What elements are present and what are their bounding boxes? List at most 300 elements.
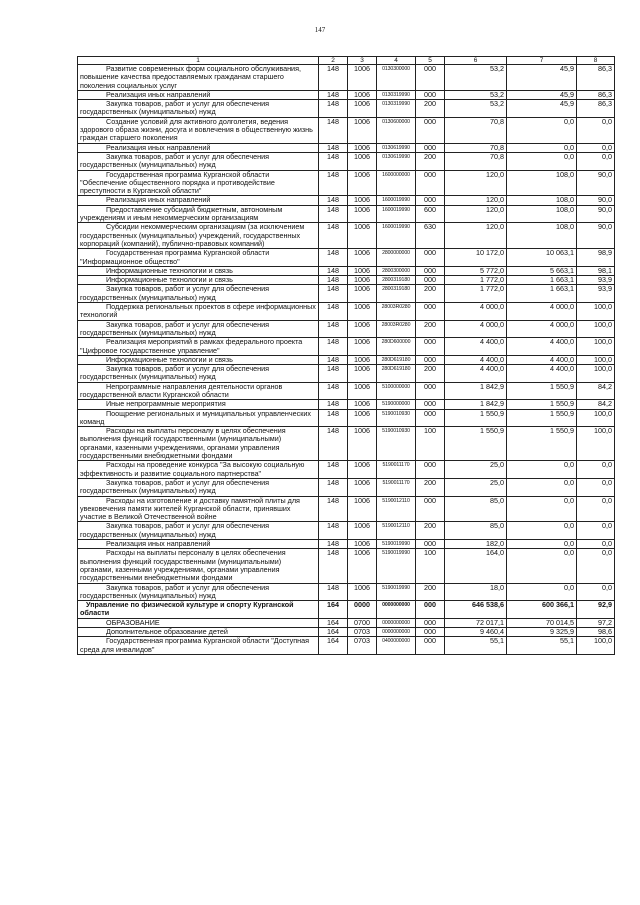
table-row bbox=[78, 65, 615, 91]
row-section-code: 1006 bbox=[348, 355, 377, 364]
row-expense-type: 000 bbox=[416, 601, 445, 619]
row-executed: 108,0 bbox=[507, 170, 577, 196]
row-name: Расходы на выплаты персоналу в целях обеспечения выполнения функций государственными (муниципальными) органами, казенными учреждениями, органами управления государственными внебюджетными фондами bbox=[78, 549, 319, 583]
row-planned: 4 400,0 bbox=[445, 338, 507, 356]
row-name: Закупка товаров, работ и услуг для обеспечения государственных (муниципальных) нужд bbox=[78, 152, 319, 170]
row-admin-code: 148 bbox=[319, 65, 348, 91]
row-expense-type: 000 bbox=[416, 276, 445, 285]
row-admin-code: 164 bbox=[319, 618, 348, 627]
row-name: Непрограммные направления деятельности органов государственной власти Курганской области bbox=[78, 382, 319, 400]
table-row bbox=[78, 601, 615, 619]
row-executed: 1 550,9 bbox=[507, 382, 577, 400]
table-row bbox=[78, 355, 615, 364]
row-section-code: 0700 bbox=[348, 618, 377, 627]
row-expense-type: 100 bbox=[416, 427, 445, 461]
row-percent: 0,0 bbox=[577, 549, 615, 583]
row-executed: 0,0 bbox=[507, 461, 577, 479]
row-admin-code: 148 bbox=[319, 100, 348, 118]
row-section-code: 1006 bbox=[348, 266, 377, 275]
row-admin-code: 164 bbox=[319, 601, 348, 619]
row-section-code: 1006 bbox=[348, 540, 377, 549]
row-section-code: 1006 bbox=[348, 522, 377, 540]
row-article-code: 5190019990 bbox=[377, 583, 416, 601]
row-name: Субсидии некоммерческим организациям (за исключением государственных (муниципальных) учреждений, государственных корпораций (компаний), публично-правовых компаний) bbox=[78, 223, 319, 249]
column-number: 2 bbox=[319, 57, 348, 65]
row-planned: 10 172,0 bbox=[445, 249, 507, 267]
row-expense-type: 000 bbox=[416, 496, 445, 522]
row-executed: 1 550,9 bbox=[507, 400, 577, 409]
row-expense-type: 200 bbox=[416, 522, 445, 540]
row-section-code: 1006 bbox=[348, 303, 377, 321]
row-article-code: 5190019990 bbox=[377, 540, 416, 549]
row-article-code: 2800319180 bbox=[377, 276, 416, 285]
row-percent: 98,9 bbox=[577, 249, 615, 267]
row-article-code: 28003R0280 bbox=[377, 303, 416, 321]
row-percent: 86,3 bbox=[577, 100, 615, 118]
table-row bbox=[78, 266, 615, 275]
row-section-code: 1006 bbox=[348, 409, 377, 427]
row-article-code: 5100000000 bbox=[377, 382, 416, 400]
row-name: Расходы на изготовление и доставку памятной плиты для увековечения памяти жителей Курганской области, принявших участие в Великой Отечественной войне bbox=[78, 496, 319, 522]
row-admin-code: 148 bbox=[319, 338, 348, 356]
row-name: Информационные технологии и связь bbox=[78, 355, 319, 364]
row-executed: 108,0 bbox=[507, 223, 577, 249]
row-name: Предоставление субсидий бюджетным, автономным учреждениям и иным некоммерческим организациям bbox=[78, 205, 319, 223]
row-expense-type: 000 bbox=[416, 400, 445, 409]
row-section-code: 1006 bbox=[348, 285, 377, 303]
row-executed: 4 000,0 bbox=[507, 303, 577, 321]
table-row bbox=[78, 628, 615, 637]
row-planned: 1 842,9 bbox=[445, 382, 507, 400]
row-section-code: 1006 bbox=[348, 400, 377, 409]
row-name: ОБРАЗОВАНИЕ bbox=[78, 618, 319, 627]
row-expense-type: 000 bbox=[416, 266, 445, 275]
row-executed: 0,0 bbox=[507, 117, 577, 143]
row-article-code: 5190012110 bbox=[377, 522, 416, 540]
row-expense-type: 000 bbox=[416, 117, 445, 143]
row-percent: 100,0 bbox=[577, 338, 615, 356]
row-name: Развитие современных форм социального обслуживания, повышение качества предоставляемых гражданам старшего поколения социальных услуг bbox=[78, 65, 319, 91]
row-executed: 55,1 bbox=[507, 637, 577, 655]
row-percent: 97,2 bbox=[577, 618, 615, 627]
row-planned: 1 550,9 bbox=[445, 409, 507, 427]
row-name: Реализация иных направлений bbox=[78, 196, 319, 205]
row-expense-type: 000 bbox=[416, 65, 445, 91]
table-row bbox=[78, 461, 615, 479]
table-row bbox=[78, 496, 615, 522]
row-admin-code: 148 bbox=[319, 320, 348, 338]
row-planned: 70,8 bbox=[445, 117, 507, 143]
row-planned: 120,0 bbox=[445, 223, 507, 249]
row-planned: 1 772,0 bbox=[445, 285, 507, 303]
row-percent: 0,0 bbox=[577, 496, 615, 522]
row-expense-type: 200 bbox=[416, 285, 445, 303]
table-row bbox=[78, 540, 615, 549]
table-row bbox=[78, 409, 615, 427]
row-name: Расходы на проведение конкурса "За высокую социальную эффективность и развитие социального партнерства" bbox=[78, 461, 319, 479]
row-article-code: 5190010930 bbox=[377, 409, 416, 427]
row-section-code: 0000 bbox=[348, 601, 377, 619]
row-admin-code: 148 bbox=[319, 285, 348, 303]
row-planned: 120,0 bbox=[445, 170, 507, 196]
row-name: Реализация иных направлений bbox=[78, 143, 319, 152]
row-executed: 9 325,9 bbox=[507, 628, 577, 637]
table-row bbox=[78, 338, 615, 356]
row-name: Закупка товаров, работ и услуг для обеспечения государственных (муниципальных) нужд bbox=[78, 522, 319, 540]
row-article-code: 0130619990 bbox=[377, 152, 416, 170]
row-planned: 53,2 bbox=[445, 65, 507, 91]
row-name: Государственная программа Курганской области "Информационное общество" bbox=[78, 249, 319, 267]
row-article-code: 280D619180 bbox=[377, 365, 416, 383]
row-article-code: 0400000000 bbox=[377, 637, 416, 655]
row-executed: 4 400,0 bbox=[507, 365, 577, 383]
row-executed: 0,0 bbox=[507, 549, 577, 583]
row-name: Государственная программа Курганской области "Обеспечение общественного порядка и противодействие преступности в Курганской области" bbox=[78, 170, 319, 196]
row-admin-code: 148 bbox=[319, 540, 348, 549]
row-article-code: 2800319180 bbox=[377, 285, 416, 303]
row-expense-type: 200 bbox=[416, 320, 445, 338]
row-percent: 90,0 bbox=[577, 205, 615, 223]
row-name: Расходы на выплаты персоналу в целях обеспечения выполнения функций государственными (муниципальными) органами, казенными учреждениями, органами управления государственными внебюджетными фондами bbox=[78, 427, 319, 461]
row-percent: 0,0 bbox=[577, 478, 615, 496]
row-percent: 86,3 bbox=[577, 90, 615, 99]
row-section-code: 0703 bbox=[348, 637, 377, 655]
row-expense-type: 000 bbox=[416, 355, 445, 364]
row-expense-type: 000 bbox=[416, 143, 445, 152]
table-row bbox=[78, 100, 615, 118]
row-executed: 108,0 bbox=[507, 205, 577, 223]
row-name: Закупка товаров, работ и услуг для обеспечения государственных (муниципальных) нужд bbox=[78, 365, 319, 383]
row-article-code: 5190019990 bbox=[377, 549, 416, 583]
row-planned: 72 017,1 bbox=[445, 618, 507, 627]
row-article-code: 0130300000 bbox=[377, 65, 416, 91]
row-executed: 1 550,9 bbox=[507, 409, 577, 427]
row-admin-code: 164 bbox=[319, 628, 348, 637]
row-planned: 70,8 bbox=[445, 152, 507, 170]
row-planned: 4 400,0 bbox=[445, 365, 507, 383]
column-number: 1 bbox=[78, 57, 319, 65]
row-expense-type: 630 bbox=[416, 223, 445, 249]
row-admin-code: 148 bbox=[319, 478, 348, 496]
row-admin-code: 148 bbox=[319, 196, 348, 205]
row-section-code: 1006 bbox=[348, 583, 377, 601]
row-name: Информационные технологии и связь bbox=[78, 276, 319, 285]
row-section-code: 1006 bbox=[348, 65, 377, 91]
row-executed: 4 400,0 bbox=[507, 355, 577, 364]
row-section-code: 1006 bbox=[348, 320, 377, 338]
row-name: Закупка товаров, работ и услуг для обеспечения государственных (муниципальных) нужд bbox=[78, 285, 319, 303]
row-article-code: 0000000000 bbox=[377, 601, 416, 619]
column-number: 4 bbox=[377, 57, 416, 65]
row-admin-code: 148 bbox=[319, 461, 348, 479]
table-row bbox=[78, 549, 615, 583]
row-section-code: 0703 bbox=[348, 628, 377, 637]
row-name: Дополнительное образование детей bbox=[78, 628, 319, 637]
table-row bbox=[78, 365, 615, 383]
table-row bbox=[78, 276, 615, 285]
row-expense-type: 000 bbox=[416, 196, 445, 205]
row-expense-type: 000 bbox=[416, 170, 445, 196]
row-article-code: 0000000000 bbox=[377, 628, 416, 637]
row-planned: 5 772,0 bbox=[445, 266, 507, 275]
row-percent: 0,0 bbox=[577, 143, 615, 152]
row-executed: 45,9 bbox=[507, 65, 577, 91]
table-row bbox=[78, 90, 615, 99]
row-admin-code: 148 bbox=[319, 400, 348, 409]
row-article-code: 280D619180 bbox=[377, 355, 416, 364]
row-percent: 0,0 bbox=[577, 540, 615, 549]
row-admin-code: 148 bbox=[319, 583, 348, 601]
row-section-code: 1006 bbox=[348, 427, 377, 461]
row-percent: 100,0 bbox=[577, 320, 615, 338]
row-admin-code: 148 bbox=[319, 355, 348, 364]
row-executed: 0,0 bbox=[507, 152, 577, 170]
row-expense-type: 000 bbox=[416, 303, 445, 321]
column-number: 7 bbox=[507, 57, 577, 65]
row-expense-type: 000 bbox=[416, 249, 445, 267]
table-row bbox=[78, 205, 615, 223]
row-planned: 9 460,4 bbox=[445, 628, 507, 637]
row-executed: 108,0 bbox=[507, 196, 577, 205]
row-section-code: 1006 bbox=[348, 152, 377, 170]
row-planned: 1 842,9 bbox=[445, 400, 507, 409]
table-row bbox=[78, 303, 615, 321]
row-executed: 0,0 bbox=[507, 496, 577, 522]
row-expense-type: 600 bbox=[416, 205, 445, 223]
row-admin-code: 148 bbox=[319, 223, 348, 249]
row-section-code: 1006 bbox=[348, 90, 377, 99]
page-number: 147 bbox=[314, 26, 326, 34]
row-section-code: 1006 bbox=[348, 496, 377, 522]
table-row bbox=[78, 637, 615, 655]
row-section-code: 1006 bbox=[348, 170, 377, 196]
row-planned: 120,0 bbox=[445, 196, 507, 205]
row-executed: 1 663,1 bbox=[507, 276, 577, 285]
row-admin-code: 148 bbox=[319, 549, 348, 583]
row-percent: 98,1 bbox=[577, 266, 615, 275]
row-article-code: 1600000000 bbox=[377, 170, 416, 196]
row-planned: 164,0 bbox=[445, 549, 507, 583]
row-article-code: 5190011170 bbox=[377, 461, 416, 479]
row-percent: 0,0 bbox=[577, 522, 615, 540]
row-executed: 10 063,1 bbox=[507, 249, 577, 267]
row-expense-type: 200 bbox=[416, 152, 445, 170]
table-body bbox=[78, 65, 615, 655]
row-admin-code: 148 bbox=[319, 427, 348, 461]
row-admin-code: 148 bbox=[319, 249, 348, 267]
row-expense-type: 200 bbox=[416, 583, 445, 601]
row-name: Поощрение региональных и муниципальных управленческих команд bbox=[78, 409, 319, 427]
row-admin-code: 148 bbox=[319, 266, 348, 275]
row-percent: 100,0 bbox=[577, 637, 615, 655]
row-section-code: 1006 bbox=[348, 196, 377, 205]
row-percent: 0,0 bbox=[577, 152, 615, 170]
row-percent: 0,0 bbox=[577, 583, 615, 601]
row-executed: 4 400,0 bbox=[507, 338, 577, 356]
row-section-code: 1006 bbox=[348, 143, 377, 152]
row-percent: 93,9 bbox=[577, 285, 615, 303]
row-percent: 90,0 bbox=[577, 223, 615, 249]
row-planned: 55,1 bbox=[445, 637, 507, 655]
table-row bbox=[78, 427, 615, 461]
row-planned: 85,0 bbox=[445, 496, 507, 522]
row-admin-code: 164 bbox=[319, 637, 348, 655]
row-article-code: 0000000000 bbox=[377, 618, 416, 627]
row-executed: 70 014,5 bbox=[507, 618, 577, 627]
table-row bbox=[78, 285, 615, 303]
row-article-code: 280D600000 bbox=[377, 338, 416, 356]
row-expense-type: 000 bbox=[416, 409, 445, 427]
row-name: Закупка товаров, работ и услуг для обеспечения государственных (муниципальных) нужд bbox=[78, 583, 319, 601]
table-row bbox=[78, 522, 615, 540]
row-article-code: 0130319990 bbox=[377, 100, 416, 118]
column-number-row bbox=[78, 57, 615, 65]
row-planned: 18,0 bbox=[445, 583, 507, 601]
row-article-code: 5190012110 bbox=[377, 496, 416, 522]
row-percent: 93,9 bbox=[577, 276, 615, 285]
row-expense-type: 200 bbox=[416, 478, 445, 496]
row-name: Государственная программа Курганской области "Доступная среда для инвалидов" bbox=[78, 637, 319, 655]
row-section-code: 1006 bbox=[348, 549, 377, 583]
row-planned: 1 772,0 bbox=[445, 276, 507, 285]
row-expense-type: 000 bbox=[416, 461, 445, 479]
row-article-code: 5190010930 bbox=[377, 427, 416, 461]
row-name: Иные непрограммные мероприятия bbox=[78, 400, 319, 409]
row-admin-code: 148 bbox=[319, 303, 348, 321]
row-name: Создание условий для активного долголетия, ведения здорового образа жизни, досуга и вовлечения в общественную жизнь граждан старшего поколения bbox=[78, 117, 319, 143]
row-percent: 84,2 bbox=[577, 382, 615, 400]
row-article-code: 0130619990 bbox=[377, 143, 416, 152]
column-number: 5 bbox=[416, 57, 445, 65]
row-article-code: 0130600000 bbox=[377, 117, 416, 143]
row-admin-code: 148 bbox=[319, 90, 348, 99]
row-percent: 100,0 bbox=[577, 409, 615, 427]
table-row bbox=[78, 249, 615, 267]
table-row bbox=[78, 196, 615, 205]
row-percent: 86,3 bbox=[577, 65, 615, 91]
row-executed: 4 000,0 bbox=[507, 320, 577, 338]
row-expense-type: 000 bbox=[416, 628, 445, 637]
row-executed: 0,0 bbox=[507, 478, 577, 496]
table-row bbox=[78, 143, 615, 152]
row-admin-code: 148 bbox=[319, 143, 348, 152]
row-section-code: 1006 bbox=[348, 205, 377, 223]
row-expense-type: 000 bbox=[416, 338, 445, 356]
row-section-code: 1006 bbox=[348, 223, 377, 249]
row-name: Поддержка региональных проектов в сфере информационных технологий bbox=[78, 303, 319, 321]
row-planned: 70,8 bbox=[445, 143, 507, 152]
row-admin-code: 148 bbox=[319, 117, 348, 143]
table-row bbox=[78, 170, 615, 196]
row-percent: 0,0 bbox=[577, 117, 615, 143]
row-percent: 100,0 bbox=[577, 427, 615, 461]
table-row bbox=[78, 583, 615, 601]
row-admin-code: 148 bbox=[319, 170, 348, 196]
column-number: 3 bbox=[348, 57, 377, 65]
row-planned: 25,0 bbox=[445, 478, 507, 496]
row-executed: 45,9 bbox=[507, 100, 577, 118]
row-expense-type: 200 bbox=[416, 100, 445, 118]
row-article-code: 0130319990 bbox=[377, 90, 416, 99]
row-admin-code: 148 bbox=[319, 409, 348, 427]
row-expense-type: 100 bbox=[416, 549, 445, 583]
row-section-code: 1006 bbox=[348, 338, 377, 356]
row-percent: 90,0 bbox=[577, 196, 615, 205]
row-planned: 85,0 bbox=[445, 522, 507, 540]
column-number: 8 bbox=[577, 57, 615, 65]
row-expense-type: 000 bbox=[416, 540, 445, 549]
row-planned: 4 000,0 bbox=[445, 303, 507, 321]
row-planned: 53,2 bbox=[445, 90, 507, 99]
row-section-code: 1006 bbox=[348, 478, 377, 496]
row-name: Закупка товаров, работ и услуг для обеспечения государственных (муниципальных) нужд bbox=[78, 100, 319, 118]
table-row bbox=[78, 478, 615, 496]
row-admin-code: 148 bbox=[319, 276, 348, 285]
row-expense-type: 000 bbox=[416, 382, 445, 400]
table-row bbox=[78, 320, 615, 338]
row-admin-code: 148 bbox=[319, 522, 348, 540]
table-row bbox=[78, 152, 615, 170]
row-executed: 1 550,9 bbox=[507, 427, 577, 461]
row-percent: 90,0 bbox=[577, 170, 615, 196]
row-expense-type: 000 bbox=[416, 618, 445, 627]
row-article-code: 2800300000 bbox=[377, 266, 416, 275]
row-planned: 4 000,0 bbox=[445, 320, 507, 338]
row-name: Информационные технологии и связь bbox=[78, 266, 319, 275]
row-executed: 0,0 bbox=[507, 143, 577, 152]
row-expense-type: 200 bbox=[416, 365, 445, 383]
row-executed: 5 663,1 bbox=[507, 266, 577, 275]
row-section-code: 1006 bbox=[348, 276, 377, 285]
row-percent: 100,0 bbox=[577, 355, 615, 364]
row-planned: 120,0 bbox=[445, 205, 507, 223]
row-admin-code: 148 bbox=[319, 496, 348, 522]
row-name: Закупка товаров, работ и услуг для обеспечения государственных (муниципальных) нужд bbox=[78, 478, 319, 496]
row-planned: 25,0 bbox=[445, 461, 507, 479]
row-expense-type: 000 bbox=[416, 637, 445, 655]
row-section-code: 1006 bbox=[348, 117, 377, 143]
row-planned: 1 550,9 bbox=[445, 427, 507, 461]
row-planned: 53,2 bbox=[445, 100, 507, 118]
table-row bbox=[78, 618, 615, 627]
row-name: Реализация иных направлений bbox=[78, 540, 319, 549]
row-executed: 0,0 bbox=[507, 583, 577, 601]
row-percent: 0,0 bbox=[577, 461, 615, 479]
table-row bbox=[78, 400, 615, 409]
row-section-code: 1006 bbox=[348, 382, 377, 400]
row-admin-code: 148 bbox=[319, 205, 348, 223]
row-admin-code: 148 bbox=[319, 152, 348, 170]
row-article-code: 1600019990 bbox=[377, 223, 416, 249]
table-row bbox=[78, 382, 615, 400]
row-name: Закупка товаров, работ и услуг для обеспечения государственных (муниципальных) нужд bbox=[78, 320, 319, 338]
row-planned: 4 400,0 bbox=[445, 355, 507, 364]
row-article-code: 28003R0280 bbox=[377, 320, 416, 338]
row-executed: 600 366,1 bbox=[507, 601, 577, 619]
row-percent: 98,6 bbox=[577, 628, 615, 637]
row-expense-type: 000 bbox=[416, 90, 445, 99]
row-section-code: 1006 bbox=[348, 365, 377, 383]
row-name: Управление по физической культуре и спорту Курганской области bbox=[78, 601, 319, 619]
row-article-code: 5190000000 bbox=[377, 400, 416, 409]
row-article-code: 1600019990 bbox=[377, 196, 416, 205]
row-name: Реализация мероприятий в рамках федерального проекта "Цифровое государственное управление" bbox=[78, 338, 319, 356]
row-article-code: 5190011170 bbox=[377, 478, 416, 496]
row-article-code: 1600019990 bbox=[377, 205, 416, 223]
column-number: 6 bbox=[445, 57, 507, 65]
row-percent: 100,0 bbox=[577, 303, 615, 321]
row-executed: 0,0 bbox=[507, 540, 577, 549]
